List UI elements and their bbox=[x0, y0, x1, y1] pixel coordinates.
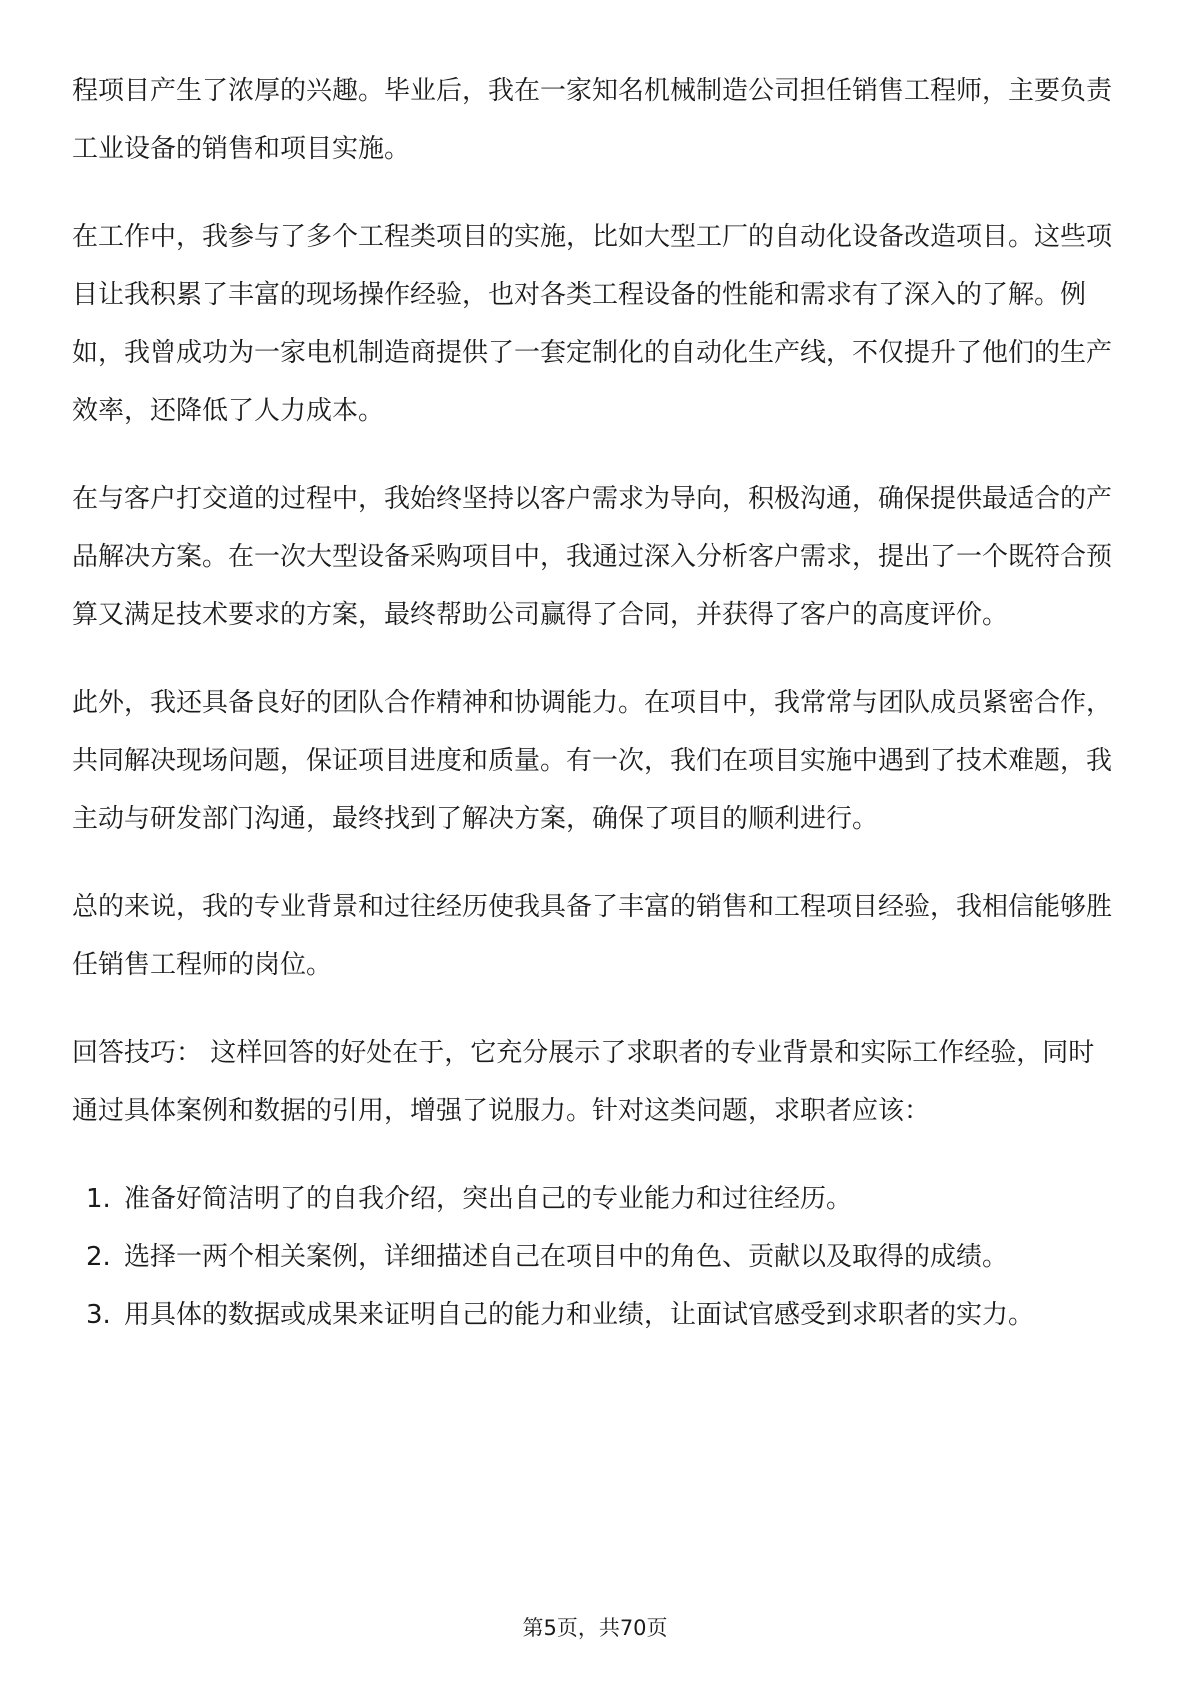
list-item-text: 用具体的数据或成果来证明自己的能力和业绩，让面试官感受到求职者的实力。 bbox=[124, 1300, 1035, 1330]
answer-tips-paragraph: 回答技巧： 这样回答的好处在于，它充分展示了求职者的专业背景和实际工作经验，同时通过具体案例和数据的引用，增强了说服力。针对这类问题，求职者应该： bbox=[72, 1038, 1095, 1126]
paragraph-3: 在与客户打交道的过程中，我始终坚持以客户需求为导向，积极沟通，确保提供最适合的产品解决方案。在一次大型设备采购项目中，我通过深入分析客户需求，提出了一个既符合预算又满足技术要求的方案，最终帮助公司赢得了合同，并获得了客户的高度评价。 bbox=[72, 484, 1113, 630]
list-item bbox=[72, 1228, 1118, 1286]
list-item-text: 选择一两个相关案例，详细描述自己在项目中的角色、贡献以及取得的成绩。 bbox=[124, 1242, 1009, 1272]
list-item bbox=[72, 1170, 1118, 1228]
list-item-text: 准备好简洁明了的自我介绍，突出自己的专业能力和过往经历。 bbox=[124, 1184, 853, 1214]
list-item bbox=[72, 1286, 1118, 1344]
page-number-footer: 第5页，共70页 bbox=[522, 1616, 668, 1640]
document-body bbox=[72, 62, 1118, 1344]
list-number: 2. bbox=[86, 1242, 111, 1272]
list-number: 1. bbox=[86, 1184, 111, 1214]
paragraph-5: 总的来说，我的专业背景和过往经历使我具备了丰富的销售和工程项目经验，我相信能够胜任销售工程师的岗位。 bbox=[72, 892, 1113, 980]
list-number: 3. bbox=[86, 1300, 111, 1330]
paragraph-2: 在工作中，我参与了多个工程类项目的实施，比如大型工厂的自动化设备改造项目。这些项目让我积累了丰富的现场操作经验，也对各类工程设备的性能和需求有了深入的了解。例如，我曾成功为一家电机制造商提供了一套定制化的自动化生产线，不仅提升了他们的生产效率，还降低了人力成本。 bbox=[72, 222, 1113, 426]
tips-list bbox=[72, 1170, 1118, 1344]
paragraph-1: 程项目产生了浓厚的兴趣。毕业后，我在一家知名机械制造公司担任销售工程师，主要负责工业设备的销售和项目实施。 bbox=[72, 76, 1113, 164]
paragraph-4: 此外，我还具备良好的团队合作精神和协调能力。在项目中，我常常与团队成员紧密合作，共同解决现场问题，保证项目进度和质量。有一次，我们在项目实施中遇到了技术难题，我主动与研发部门沟通，最终找到了解决方案，确保了项目的顺利进行。 bbox=[72, 688, 1113, 834]
